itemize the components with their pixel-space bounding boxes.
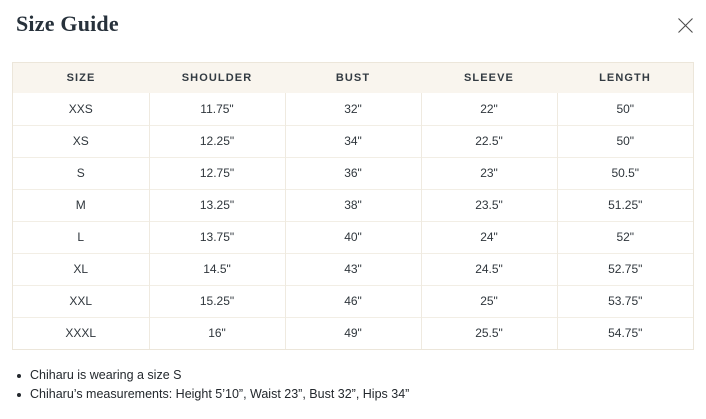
cell-shoulder: 16": [149, 317, 285, 349]
cell-bust: 32": [285, 93, 421, 125]
cell-length: 50.5": [557, 157, 693, 189]
cell-length: 50": [557, 125, 693, 157]
model-notes: [16, 366, 409, 404]
table-row: [13, 125, 693, 157]
cell-sleeve: 23": [421, 157, 557, 189]
cell-bust: 34": [285, 125, 421, 157]
cell-size: XXXL: [13, 317, 149, 349]
cell-length: 52.75": [557, 253, 693, 285]
cell-length: 54.75": [557, 317, 693, 349]
table-row: [13, 285, 693, 317]
cell-sleeve: 25.5": [421, 317, 557, 349]
cell-bust: 36": [285, 157, 421, 189]
size-guide-table: [12, 62, 694, 350]
column-header-shoulder: SHOULDER: [149, 63, 285, 93]
cell-size: M: [13, 189, 149, 221]
cell-shoulder: 15.25": [149, 285, 285, 317]
table-row: [13, 189, 693, 221]
cell-sleeve: 24.5": [421, 253, 557, 285]
cell-sleeve: 22": [421, 93, 557, 125]
cell-size: XXS: [68, 101, 93, 116]
table-row: [13, 221, 693, 253]
cell-bust: 49": [285, 317, 421, 349]
note-model-size: Chiharu is wearing a size S: [16, 366, 409, 385]
cell-size: S: [13, 157, 149, 189]
table-row: [13, 157, 693, 189]
cell-shoulder: 13.75": [149, 221, 285, 253]
page-title: Size Guide: [16, 11, 119, 36]
cell-size: XS: [13, 125, 149, 157]
table-header-row: [13, 63, 693, 93]
cell-length: 50": [557, 93, 693, 125]
cell-length: 51.25": [557, 189, 693, 221]
table-row: [13, 253, 693, 285]
cell-sleeve: 22.5": [421, 125, 557, 157]
close-icon: [677, 17, 694, 34]
note-model-measurements: Chiharu’s measurements: Height 5’10”, Waist 23”, Bust 32”, Hips 34”: [16, 385, 409, 404]
cell-bust: 40": [285, 221, 421, 253]
column-header-bust: BUST: [285, 63, 421, 93]
cell-shoulder: 12.75": [149, 157, 285, 189]
cell-bust: 46": [285, 285, 421, 317]
cell-bust: 38": [285, 189, 421, 221]
column-header-sleeve: SLEEVE: [421, 63, 557, 93]
cell-length: 53.75": [557, 285, 693, 317]
cell-shoulder: 14.5": [149, 253, 285, 285]
table-row: [13, 317, 693, 349]
cell-size: L: [13, 221, 149, 253]
column-header-length: LENGTH: [557, 63, 693, 93]
cell-size: XL: [13, 253, 149, 285]
close-button[interactable]: [676, 16, 694, 34]
cell-shoulder: 13.25": [149, 189, 285, 221]
table-row: [13, 93, 693, 125]
cell-sleeve: 25": [421, 285, 557, 317]
column-header-size: SIZE: [13, 63, 149, 93]
cell-size: XXL: [13, 285, 149, 317]
cell-sleeve: 23.5": [421, 189, 557, 221]
cell-bust: 43": [285, 253, 421, 285]
cell-shoulder: 12.25": [149, 125, 285, 157]
cell-shoulder: 11.75": [149, 93, 285, 125]
cell-sleeve: 24": [421, 221, 557, 253]
cell-length: 52": [557, 221, 693, 253]
